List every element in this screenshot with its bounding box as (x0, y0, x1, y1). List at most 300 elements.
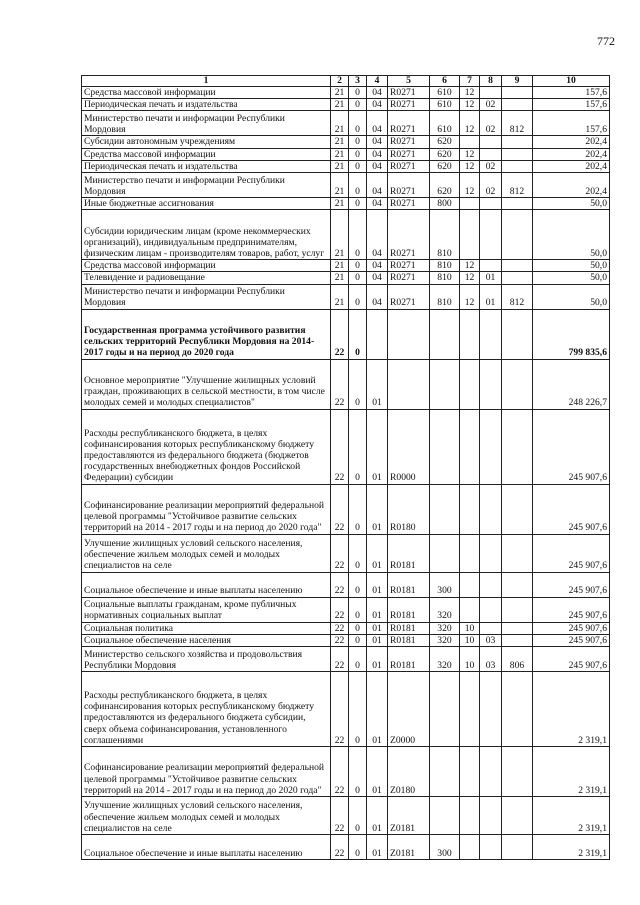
col-amount: 245 907,6 (533, 572, 610, 597)
col-ministry (502, 835, 533, 860)
table-row (82, 309, 610, 359)
col-name: Министерство печати и информации Республики Мордовия (82, 111, 331, 136)
header-col-sub1: 3 (349, 76, 367, 87)
col-ministry (502, 87, 533, 99)
col-name: Иные бюджетные ассигнования (82, 198, 331, 210)
col-ministry (502, 260, 533, 272)
col-subsection (480, 572, 502, 597)
col-sub1: 0 (349, 173, 367, 198)
col-section (460, 198, 480, 210)
col-amount: 799 835,6 (533, 309, 610, 359)
header-col-sub2: 4 (367, 76, 388, 87)
col-target: R0271 (388, 111, 430, 136)
col-sub2: 01 (367, 572, 388, 597)
col-target (388, 359, 430, 409)
table-row (82, 634, 610, 646)
col-ministry (502, 359, 533, 409)
col-chapter: 22 (331, 309, 349, 359)
col-name: Министерство печати и информации Республики Мордовия (82, 173, 331, 198)
col-name: Социальные выплаты гражданам, кроме публичных нормативных социальных выплат (82, 597, 331, 622)
col-sub1: 0 (349, 747, 367, 797)
col-target (388, 309, 430, 359)
col-name: Софинансирование реализации мероприятий федеральной целевой программы "Устойчивое развитие сельских территорий на 2014 - 2017 годы и на период до 2020 года" (82, 747, 331, 797)
col-section: 12 (460, 260, 480, 272)
table-header-row (82, 76, 610, 87)
col-amount: 245 907,6 (533, 622, 610, 634)
col-sub1: 0 (349, 797, 367, 835)
col-expense (430, 534, 460, 572)
header-col-subsection: 8 (480, 76, 502, 87)
table-row (82, 260, 610, 272)
col-name: Субсидии юридическим лицам (кроме некоммерческих организаций), индивидуальным предпринимателям, физическим лицам - производителям товаров, работ, услуг (82, 210, 331, 260)
col-section (460, 797, 480, 835)
col-sub1: 0 (349, 111, 367, 136)
col-expense: 620 (430, 160, 460, 172)
col-sub1: 0 (349, 597, 367, 622)
table-row (82, 136, 610, 148)
table-body (82, 87, 610, 860)
col-amount: 50,0 (533, 284, 610, 309)
col-sub2: 01 (367, 534, 388, 572)
col-name: Субсидии автономным учреждениям (82, 136, 331, 148)
col-expense: 320 (430, 597, 460, 622)
col-subsection: 01 (480, 284, 502, 309)
col-subsection: 01 (480, 272, 502, 284)
col-chapter: 22 (331, 572, 349, 597)
col-target: R0181 (388, 597, 430, 622)
col-sub1: 0 (349, 210, 367, 260)
col-subsection (480, 136, 502, 148)
col-sub2: 04 (367, 148, 388, 160)
col-sub2: 01 (367, 797, 388, 835)
col-sub1: 0 (349, 198, 367, 210)
col-amount: 245 907,6 (533, 597, 610, 622)
col-amount: 245 907,6 (533, 409, 610, 484)
col-ministry (502, 597, 533, 622)
col-chapter: 21 (331, 173, 349, 198)
col-sub2: 01 (367, 634, 388, 646)
col-ministry (502, 747, 533, 797)
col-section (460, 484, 480, 534)
header-col-chapter: 2 (331, 76, 349, 87)
col-name: Расходы республиканского бюджета, в целях софинансирования которых республиканскому бюджету предоставляются из федерального бюджета (бюджетов государственных внебюджетных фондов Российской Федерации) субсидии (82, 409, 331, 484)
table-row (82, 797, 610, 835)
col-name: Министерство печати и информации Республики Мордовия (82, 284, 331, 309)
col-sub2: 04 (367, 87, 388, 99)
col-target: R0181 (388, 634, 430, 646)
col-ministry: 812 (502, 173, 533, 198)
col-sub2: 01 (367, 835, 388, 860)
col-subsection: 02 (480, 111, 502, 136)
table-row (82, 148, 610, 160)
col-sub2: 01 (367, 484, 388, 534)
col-chapter: 21 (331, 272, 349, 284)
col-sub2: 01 (367, 747, 388, 797)
header-col-target: 5 (388, 76, 430, 87)
col-name: Софинансирование реализации мероприятий федеральной целевой программы "Устойчивое развитие сельских территорий на 2014 - 2017 годы и на период до 2020 года" (82, 484, 331, 534)
col-sub2: 04 (367, 160, 388, 172)
col-target: R0181 (388, 647, 430, 672)
col-amount: 157,6 (533, 111, 610, 136)
col-ministry (502, 634, 533, 646)
col-sub1: 0 (349, 534, 367, 572)
col-expense: 320 (430, 647, 460, 672)
col-subsection (480, 747, 502, 797)
col-section (460, 572, 480, 597)
col-ministry: 806 (502, 647, 533, 672)
col-expense: 810 (430, 272, 460, 284)
table-row (82, 160, 610, 172)
col-name: Периодическая печать и издательства (82, 160, 331, 172)
col-expense: 610 (430, 99, 460, 111)
col-ministry (502, 309, 533, 359)
col-amount: 2 319,1 (533, 672, 610, 747)
col-amount: 248 226,7 (533, 359, 610, 409)
col-amount: 157,6 (533, 87, 610, 99)
col-name: Социальная политика (82, 622, 331, 634)
col-sub1: 0 (349, 136, 367, 148)
col-chapter: 22 (331, 409, 349, 484)
col-target: R0271 (388, 210, 430, 260)
col-section: 12 (460, 99, 480, 111)
col-subsection (480, 597, 502, 622)
col-sub1: 0 (349, 260, 367, 272)
col-chapter: 21 (331, 111, 349, 136)
col-name: Министерство сельского хозяйства и продовольствия Республики Мордовия (82, 647, 331, 672)
col-amount: 157,6 (533, 99, 610, 111)
col-sub1: 0 (349, 572, 367, 597)
page-number: 772 (597, 34, 615, 48)
col-amount: 202,4 (533, 148, 610, 160)
col-section: 12 (460, 87, 480, 99)
col-expense (430, 672, 460, 747)
col-expense: 300 (430, 572, 460, 597)
table-row (82, 272, 610, 284)
col-chapter: 21 (331, 198, 349, 210)
col-sub1: 0 (349, 622, 367, 634)
col-chapter: 21 (331, 148, 349, 160)
col-chapter: 21 (331, 260, 349, 272)
col-subsection (480, 87, 502, 99)
col-chapter: 22 (331, 672, 349, 747)
col-ministry: 812 (502, 284, 533, 309)
header-col-amount: 10 (533, 76, 610, 87)
col-target: R0271 (388, 160, 430, 172)
budget-table (81, 75, 610, 860)
table-row (82, 672, 610, 747)
col-ministry (502, 484, 533, 534)
col-subsection (480, 797, 502, 835)
table-row (82, 284, 610, 309)
col-subsection (480, 210, 502, 260)
col-chapter: 21 (331, 160, 349, 172)
col-sub1: 0 (349, 160, 367, 172)
col-ministry (502, 99, 533, 111)
col-sub2: 04 (367, 173, 388, 198)
col-chapter: 22 (331, 534, 349, 572)
col-section: 10 (460, 634, 480, 646)
col-sub2: 04 (367, 99, 388, 111)
table-row (82, 87, 610, 99)
col-target: R0271 (388, 272, 430, 284)
table-row (82, 359, 610, 409)
col-name: Расходы республиканского бюджета, в целях софинансирования которых республиканскому бюджету предоставляются из федерального бюджета субсидии, сверх объема софинансирования, установленного соглашениями (82, 672, 331, 747)
col-amount: 202,4 (533, 173, 610, 198)
col-expense: 620 (430, 136, 460, 148)
table-row (82, 484, 610, 534)
col-subsection (480, 534, 502, 572)
col-sub2: 04 (367, 272, 388, 284)
col-target: R0271 (388, 99, 430, 111)
col-sub1: 0 (349, 148, 367, 160)
col-expense: 810 (430, 210, 460, 260)
table-row (82, 747, 610, 797)
col-ministry (502, 672, 533, 747)
col-chapter: 22 (331, 647, 349, 672)
table-row (82, 210, 610, 260)
col-sub1: 0 (349, 309, 367, 359)
col-chapter: 22 (331, 622, 349, 634)
col-subsection (480, 260, 502, 272)
col-section (460, 672, 480, 747)
header-col-expense: 6 (430, 76, 460, 87)
col-expense: 610 (430, 87, 460, 99)
col-subsection (480, 622, 502, 634)
table-row (82, 835, 610, 860)
col-chapter: 22 (331, 484, 349, 534)
col-amount: 245 907,6 (533, 484, 610, 534)
col-amount: 245 907,6 (533, 634, 610, 646)
col-section (460, 597, 480, 622)
col-expense: 810 (430, 260, 460, 272)
col-section: 10 (460, 622, 480, 634)
col-section (460, 136, 480, 148)
col-subsection: 02 (480, 99, 502, 111)
col-expense: 320 (430, 622, 460, 634)
col-ministry (502, 136, 533, 148)
col-sub1: 0 (349, 359, 367, 409)
col-amount: 245 907,6 (533, 534, 610, 572)
col-sub1: 0 (349, 835, 367, 860)
col-chapter: 22 (331, 634, 349, 646)
col-sub1: 0 (349, 647, 367, 672)
col-sub2: 01 (367, 622, 388, 634)
col-target: R0180 (388, 484, 430, 534)
col-expense (430, 797, 460, 835)
col-target: Z0181 (388, 835, 430, 860)
col-section (460, 835, 480, 860)
col-chapter: 21 (331, 99, 349, 111)
col-target: Z0181 (388, 797, 430, 835)
col-chapter: 22 (331, 747, 349, 797)
col-target: R0271 (388, 260, 430, 272)
col-sub2: 04 (367, 260, 388, 272)
col-target: R0271 (388, 173, 430, 198)
col-section (460, 210, 480, 260)
table-row (82, 572, 610, 597)
col-chapter: 21 (331, 284, 349, 309)
col-expense (430, 484, 460, 534)
col-sub2: 04 (367, 210, 388, 260)
col-section (460, 747, 480, 797)
col-target: R0271 (388, 87, 430, 99)
col-expense: 810 (430, 284, 460, 309)
col-name: Средства массовой информации (82, 87, 331, 99)
col-amount: 50,0 (533, 272, 610, 284)
col-amount: 50,0 (533, 210, 610, 260)
col-amount: 2 319,1 (533, 835, 610, 860)
col-name: Государственная программа устойчивого развития сельских территорий Республики Мордовия на 2014-2017 годы и на период до 2020 года (82, 309, 331, 359)
table-row (82, 622, 610, 634)
col-ministry (502, 797, 533, 835)
col-section: 12 (460, 160, 480, 172)
col-section: 10 (460, 647, 480, 672)
col-sub1: 0 (349, 99, 367, 111)
col-sub1: 0 (349, 409, 367, 484)
col-sub2: 01 (367, 597, 388, 622)
col-name: Периодическая печать и издательства (82, 99, 331, 111)
col-ministry (502, 272, 533, 284)
col-target: R0271 (388, 136, 430, 148)
col-target: R0181 (388, 534, 430, 572)
col-amount: 245 907,6 (533, 647, 610, 672)
col-target: R0181 (388, 572, 430, 597)
col-subsection (480, 309, 502, 359)
header-col-section: 7 (460, 76, 480, 87)
col-sub1: 0 (349, 484, 367, 534)
col-subsection: 03 (480, 634, 502, 646)
col-name: Улучшение жилищных условий сельского населения, обеспечение жильем молодых семей и молодых специалистов на селе (82, 797, 331, 835)
col-name: Средства массовой информации (82, 260, 331, 272)
col-ministry (502, 622, 533, 634)
col-target: R0181 (388, 622, 430, 634)
col-name: Социальное обеспечение населения (82, 634, 331, 646)
col-sub1: 0 (349, 634, 367, 646)
col-name: Социальное обеспечение и иные выплаты населению (82, 835, 331, 860)
col-ministry (502, 534, 533, 572)
col-chapter: 22 (331, 359, 349, 409)
col-section: 12 (460, 111, 480, 136)
col-amount: 202,4 (533, 136, 610, 148)
header-col-name: 1 (82, 76, 331, 87)
col-ministry (502, 148, 533, 160)
col-sub1: 0 (349, 272, 367, 284)
col-amount: 2 319,1 (533, 797, 610, 835)
col-target: R0271 (388, 198, 430, 210)
col-expense: 620 (430, 173, 460, 198)
col-section (460, 534, 480, 572)
col-subsection (480, 359, 502, 409)
col-subsection: 02 (480, 160, 502, 172)
table-row (82, 647, 610, 672)
col-subsection (480, 409, 502, 484)
col-subsection (480, 672, 502, 747)
col-sub2: 04 (367, 284, 388, 309)
col-name: Социальное обеспечение и иные выплаты населению (82, 572, 331, 597)
col-section: 12 (460, 173, 480, 198)
col-expense: 610 (430, 111, 460, 136)
col-section (460, 409, 480, 484)
col-subsection (480, 835, 502, 860)
table-row (82, 99, 610, 111)
col-target: R0271 (388, 284, 430, 309)
col-section: 12 (460, 284, 480, 309)
col-name: Улучшение жилищных условий сельского населения, обеспечение жильем молодых семей и молодых специалистов на селе (82, 534, 331, 572)
col-subsection (480, 198, 502, 210)
col-chapter: 21 (331, 210, 349, 260)
col-section: 12 (460, 148, 480, 160)
col-chapter: 21 (331, 136, 349, 148)
col-amount: 202,4 (533, 160, 610, 172)
col-target: Z0180 (388, 747, 430, 797)
col-ministry (502, 198, 533, 210)
col-chapter: 22 (331, 835, 349, 860)
table-row (82, 409, 610, 484)
col-expense: 300 (430, 835, 460, 860)
col-sub2: 04 (367, 136, 388, 148)
col-name: Средства массовой информации (82, 148, 331, 160)
col-sub2: 01 (367, 409, 388, 484)
table-row (82, 534, 610, 572)
col-chapter: 21 (331, 87, 349, 99)
col-expense (430, 309, 460, 359)
col-sub1: 0 (349, 87, 367, 99)
header-col-ministry: 9 (502, 76, 533, 87)
col-target: Z0000 (388, 672, 430, 747)
col-sub1: 0 (349, 672, 367, 747)
col-name: Основное мероприятие "Улучшение жилищных условий граждан, проживающих в сельской местности, в том числе молодых семей и молодых специалистов" (82, 359, 331, 409)
col-amount: 50,0 (533, 198, 610, 210)
col-ministry (502, 210, 533, 260)
col-subsection: 03 (480, 647, 502, 672)
col-amount: 50,0 (533, 260, 610, 272)
table-row (82, 173, 610, 198)
col-sub2 (367, 309, 388, 359)
col-ministry (502, 572, 533, 597)
col-sub2: 01 (367, 647, 388, 672)
col-ministry: 812 (502, 111, 533, 136)
table-row (82, 111, 610, 136)
col-expense (430, 409, 460, 484)
table-row (82, 198, 610, 210)
col-section: 12 (460, 272, 480, 284)
col-name: Телевидение и радиовещание (82, 272, 331, 284)
col-chapter: 22 (331, 797, 349, 835)
col-ministry (502, 160, 533, 172)
col-amount: 2 319,1 (533, 747, 610, 797)
col-section (460, 359, 480, 409)
col-target: R0271 (388, 148, 430, 160)
col-expense: 620 (430, 148, 460, 160)
col-sub2: 04 (367, 111, 388, 136)
col-sub2: 01 (367, 672, 388, 747)
col-expense (430, 747, 460, 797)
col-expense: 800 (430, 198, 460, 210)
col-target: R0000 (388, 409, 430, 484)
col-sub2: 04 (367, 198, 388, 210)
col-ministry (502, 409, 533, 484)
col-section (460, 309, 480, 359)
col-subsection (480, 484, 502, 534)
table-row (82, 597, 610, 622)
col-sub1: 0 (349, 284, 367, 309)
col-expense (430, 359, 460, 409)
col-subsection (480, 148, 502, 160)
col-chapter: 22 (331, 597, 349, 622)
col-expense: 320 (430, 634, 460, 646)
col-sub2: 01 (367, 359, 388, 409)
col-subsection: 02 (480, 173, 502, 198)
